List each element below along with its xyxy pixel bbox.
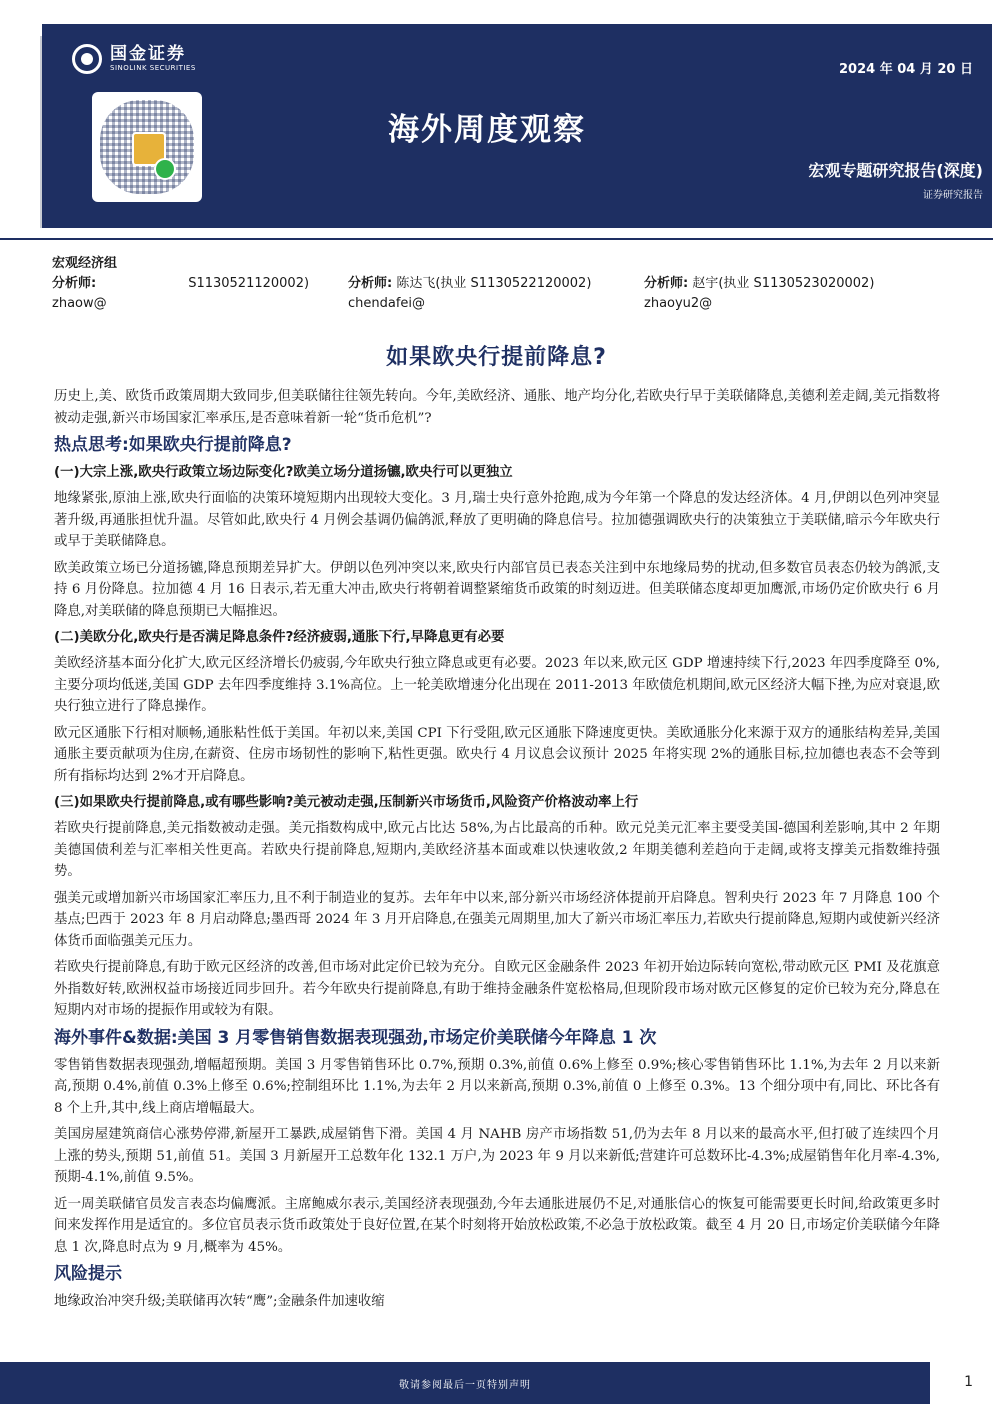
section-heading-hot-topic: 热点思考:如果欧央行提前降息? (54, 435, 292, 455)
analyst-info (52, 254, 952, 314)
report-body (54, 386, 940, 1318)
paragraph: 欧元区通胀下行相对顺畅,通胀粘性低于美国。年初以来,美国 CPI 下行受阻,欧元区通胀下降速度更快。美欧通胀分化来源于双方的通胀结构差异,美国通胀主要贡献项为住房,在薪资、住房市场韧性的影响下,粘性更强。欧央行 4 月议息会议预计 2025 年将实现 2%的通胀目标,拉加德也表态不会等到所有指标均达到 2%才开启降息。 (54, 725, 940, 784)
paragraph: 地缘紧张,原油上涨,欧央行面临的决策环境短期内出现较大变化。3 月,瑞士央行意外抢跑,成为今年第一个降息的发达经济体。4 月,伊朗以色列冲突显著升级,再通胀担忧升温。尽管如此,欧央行 4 月例会基调仍偏鸽派,释放了更明确的降息信号。拉加德强调欧央行的决策独立于美联储,暗示今年欧央行或早于美联储降息。 (54, 491, 940, 549)
analyst-3-email[interactable]: zhaoyu2@ (644, 296, 713, 311)
report-title: 如果欧央行提前降息? (386, 345, 607, 370)
analyst-1-email[interactable]: zhaow@ (52, 296, 107, 311)
paragraph: 零售销售数据表现强劲,增幅超预期。美国 3 月零售销售环比 0.7%,预期 0.3%,前值 0.6%上修至 0.9%;核心零售销售环比 1.1%,为去年 2 月以来新高,预期 0.4%,前值 0.3%上修至 0.6%;控制组环比 1.1%,为去年 2 月以来新高,预期 0.3%,前值 0 上修至 0.3%。13 个细分项中有,同比、环比各有 8 个上升,其中,线上商店增幅最大。 (54, 1057, 941, 1116)
paragraph: 欧美政策立场已分道扬镳,降息预期差异扩大。伊朗以色列冲突以来,欧央行内部官员已表态关注到中东地缘局势的扰动,但多数官员表态仍较为鸽派,支持 6 月份降息。拉加德 4 月 16 日表示,若无重大冲击,欧央行将朝着调整紧缩货币政策的时刻迈进。但美联储态度却更加鹰派,市场仍定价欧央行 6 月降息,对美联储的降息预期已大幅推迟。 (54, 560, 940, 619)
header-divider (0, 238, 993, 240)
paragraph: 地缘政治冲突升级;美联储再次转“鹰”;金融条件加速收缩 (54, 1294, 385, 1309)
analyst-3-name: 赵宇(执业 S1130523020002) (692, 276, 875, 291)
report-type: 宏观专题研究报告(深度) (808, 161, 983, 180)
paragraph: 美欧经济基本面分化扩大,欧元区经济增长仍疲弱,今年欧央行独立降息或更有必要。2023 年以来,欧元区 GDP 增速持续下行,2023 年四季度降至 0%,主要分项均低迷,美国 GDP 去年四季度维持 3.1%高位。上一轮美欧增速分化出现在 2011-2013 年欧债危机期间,欧元区经济大幅下挫,为应对衰退,欧央行独立进行了降息操作。 (54, 656, 940, 714)
paragraph: 若欧央行提前降息,有助于欧元区经济的改善,但市场对此定价已较为充分。自欧元区金融条件 2023 年初开始边际转向宽松,带动欧元区 PMI 及花旗意外指数好转,欧洲权益市场接近同步回升。若今年欧央行提前降息,有助于维持金融条件宽松格局,但现阶段市场对欧元区修复的定价已较为充分,降息在短期内对市场的提振作用或较为有限。 (54, 960, 940, 1018)
paragraph: 近一周美联储官员发言表态均偏鹰派。主席鲍威尔表示,美国经济表现强劲,今年去通胀进展仍不足,对通胀信心的恢复可能需要更长时间,给政策更多时间来发挥作用是适宜的。多位官员表示货币政策处于良好位置,在某个时刻将开始放松政策,不必急于放松政策。截至 4 月 20 日,市场定价美联储今年降息 1 次,降息时点为 9 月,概率为 45%。 (54, 1196, 940, 1255)
logo-mark-icon (72, 44, 102, 74)
analyst-1-id: S1130521120002) (188, 276, 310, 291)
intro-paragraph: 历史上,美、欧货币政策周期大致同步,但美联储往往领先转向。今年,美欧经济、通胀、地产均分化,若欧央行早于美联储降息,美德利差走阔,美元指数将被动走强,新兴市场国家汇率承压,是否意味着新一轮“货币危机”? (54, 389, 940, 426)
paragraph: 美国房屋建筑商信心涨势停滞,新屋开工暴跌,成屋销售下滑。美国 4 月 NAHB 房产市场指数 51,仍为去年 8 月以来的最高水平,但打破了连续四个月上涨的势头,预期 51,前值 51。美国 3 月新屋开工总数年化 132.1 万户,为 2023 年 9 月以来新低;营建许可总数环比-4.3%;成屋销售年化月率-4.3%,预期-4.1%,前值 9.5%。 (54, 1127, 940, 1185)
subsection-heading-2: (二)美欧分化,欧央行是否满足降息条件?经济疲弱,通胀下行,早降息更有必要 (54, 630, 505, 645)
section-heading-risk: 风险提示 (54, 1264, 122, 1284)
subsection-heading-3: (三)如果欧央行提前降息,或有哪些影响?美元被动走强,压制新兴市场货币,风险资产价格波动率上行 (54, 795, 639, 810)
analyst-label: 分析师: (644, 276, 689, 291)
page-number: 1 (964, 1374, 973, 1390)
report-date: 2024 年 04 月 20 日 (839, 62, 973, 77)
subsection-heading-1: (一)大宗上涨,欧央行政策立场边际变化?欧美立场分道扬镳,欧央行可以更独立 (54, 465, 513, 480)
section-heading-events-data: 海外事件&数据:美国 3 月零售销售数据表现强劲,市场定价美联储今年降息 1 次 (54, 1027, 657, 1048)
analyst-2-email[interactable]: chendafei@ (348, 296, 426, 311)
company-logo (72, 44, 196, 74)
analyst-label: 分析师: (52, 276, 97, 291)
qr-code-icon (92, 92, 202, 202)
paragraph: 若欧央行提前降息,美元指数被动走强。美元指数构成中,欧元占比达 58%,为占比最高的币种。欧元兑美元汇率主要受美国-德国利差影响,其中 2 年期美德国债利差与汇率相关性更高。若欧央行提前降息,短期内,美欧经济基本面或难以快速收敛,2 年期美德利差趋向于走阔,或将支撑美元指数维持强势。 (54, 821, 940, 879)
logo-en: SINOLINK SECURITIES (110, 64, 196, 72)
team-name: 宏观经济组 (52, 256, 118, 271)
analyst-label: 分析师: (348, 276, 393, 291)
disclaimer-notice: 敬请参阅最后一页特别声明 (399, 1380, 531, 1391)
analyst-2-name: 陈达飞(执业 S1130522120002) (396, 276, 592, 291)
logo-cn: 国金证券 (110, 44, 186, 64)
report-series-title: 海外周度观察 (388, 112, 586, 148)
report-category: 证券研究报告 (923, 190, 983, 201)
wechat-badge-icon (154, 158, 176, 180)
paragraph: 强美元或增加新兴市场国家汇率压力,且不利于制造业的复苏。去年年中以来,部分新兴市场经济体提前开启降息。智利央行 2023 年 7 月降息 100 个基点;巴西于 2023 年 8 月启动降息;墨西哥 2024 年 3 月开启降息,在强美元周期里,加大了新兴市场汇率压力,若欧央行提前降息,短期内或使新兴经济体货币面临强美元压力。 (54, 890, 940, 949)
